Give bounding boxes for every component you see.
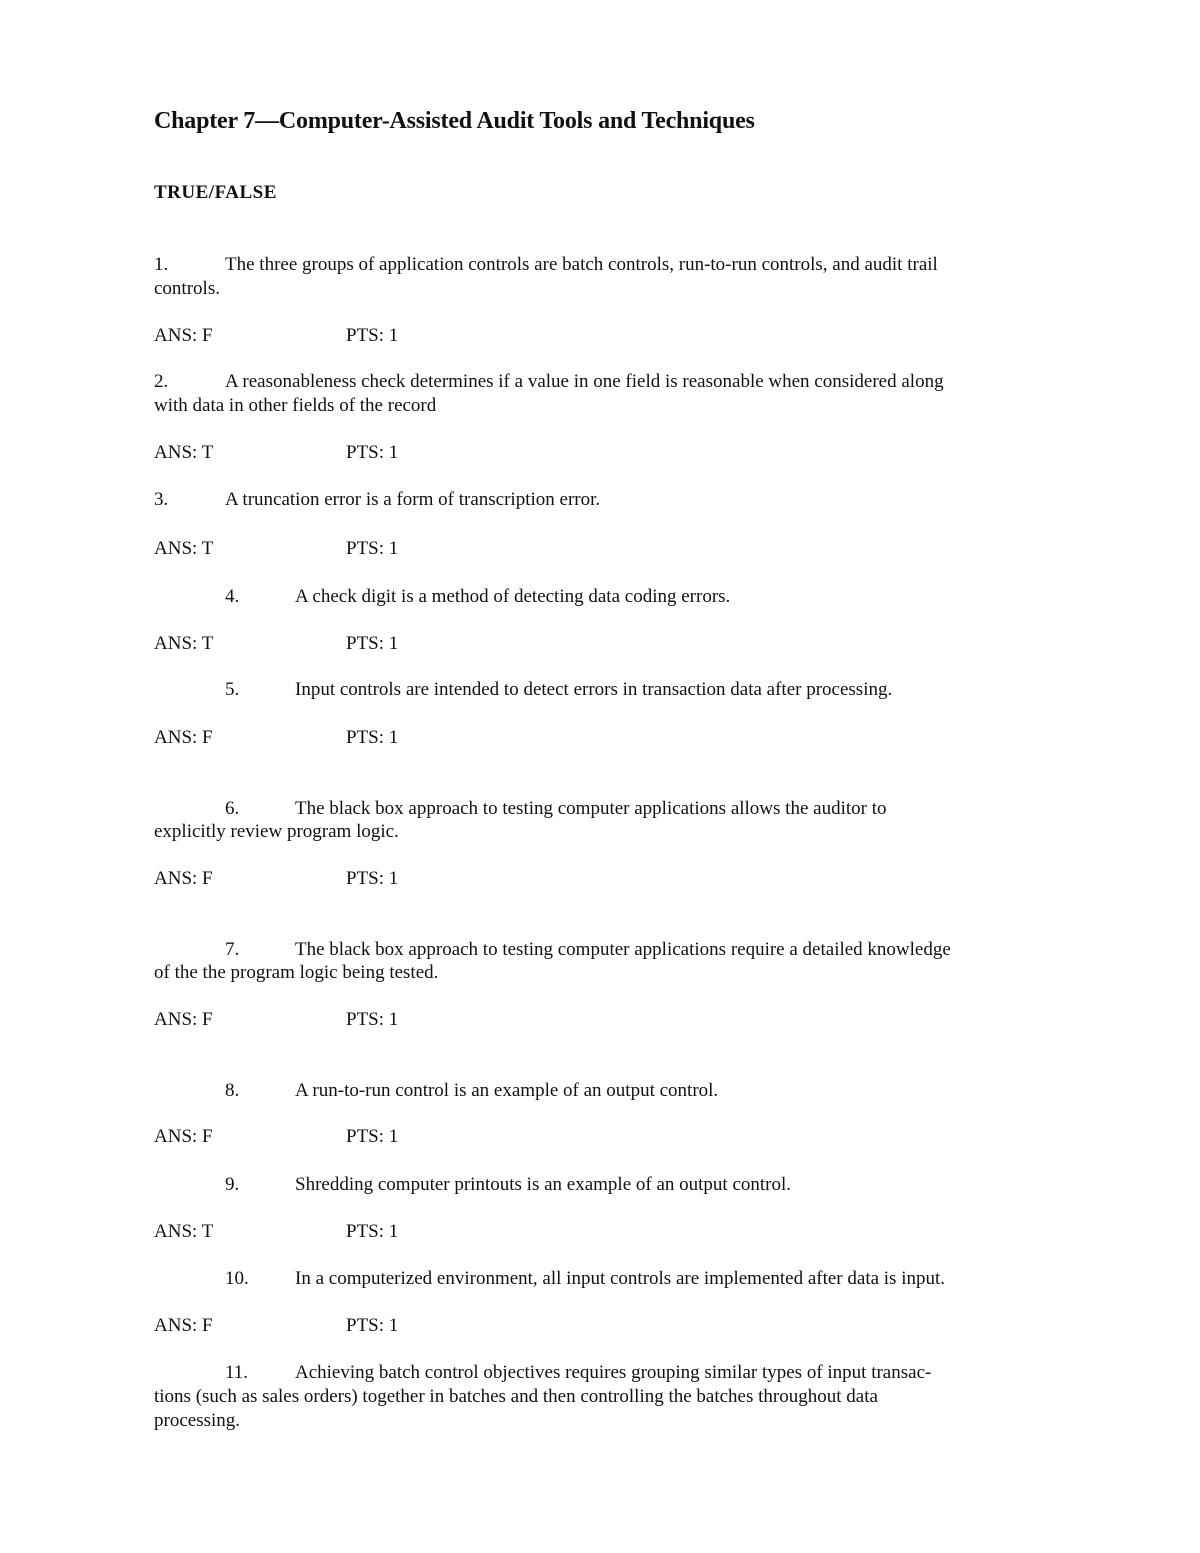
answer: ANS: T [154, 633, 214, 654]
question-text: A truncation error is a form of transcription error. [225, 489, 601, 510]
question-number: 8. [225, 1080, 240, 1101]
points: PTS: 1 [346, 538, 399, 559]
question-number: 3. [154, 489, 169, 510]
question-text: A check digit is a method of detecting data coding errors. [295, 586, 731, 607]
question-text: The black box approach to testing computer applications allows the auditor to [295, 798, 887, 819]
question-text: A run-to-run control is an example of an output control. [295, 1080, 719, 1101]
question-number: 4. [225, 586, 240, 607]
answer: ANS: F [154, 325, 213, 346]
points: PTS: 1 [346, 868, 399, 889]
question-text-continued: tions (such as sales orders) together in batches and then controlling the batches throughout data [154, 1386, 878, 1407]
points: PTS: 1 [346, 633, 399, 654]
question-text-continued: processing. [154, 1410, 241, 1431]
answer: ANS: F [154, 727, 213, 748]
points: PTS: 1 [346, 442, 399, 463]
question-text-continued: of the the program logic being tested. [154, 962, 439, 983]
points: PTS: 1 [346, 1221, 399, 1242]
question-text: A reasonableness check determines if a value in one field is reasonable when considered along [225, 371, 944, 392]
points: PTS: 1 [346, 1126, 399, 1147]
question-text: The three groups of application controls are batch controls, run-to-run controls, and audit trail [225, 254, 938, 275]
question-text-continued: explicitly review program logic. [154, 821, 399, 842]
page-title: Chapter 7—Computer-Assisted Audit Tools and Techniques [154, 108, 755, 134]
question-text: In a computerized environment, all input controls are implemented after data is input. [295, 1268, 946, 1289]
question-number: 7. [225, 939, 240, 960]
section-heading: TRUE/FALSE [154, 182, 277, 203]
question-text: Input controls are intended to detect errors in transaction data after processing. [295, 679, 893, 700]
answer: ANS: F [154, 1009, 213, 1030]
question-number: 5. [225, 679, 240, 700]
points: PTS: 1 [346, 1009, 399, 1030]
question-text-continued: controls. [154, 278, 220, 299]
question-number: 1. [154, 254, 169, 275]
answer: ANS: T [154, 442, 214, 463]
question-number: 11. [225, 1362, 249, 1383]
answer: ANS: T [154, 1221, 214, 1242]
answer: ANS: F [154, 868, 213, 889]
points: PTS: 1 [346, 1315, 399, 1336]
question-number: 2. [154, 371, 169, 392]
answer: ANS: F [154, 1315, 213, 1336]
question-text: Shredding computer printouts is an example of an output control. [295, 1174, 792, 1195]
answer: ANS: T [154, 538, 214, 559]
question-text-continued: with data in other fields of the record [154, 395, 437, 416]
points: PTS: 1 [346, 325, 399, 346]
question-text: The black box approach to testing computer applications require a detailed knowledge [295, 939, 951, 960]
question-number: 9. [225, 1174, 240, 1195]
points: PTS: 1 [346, 727, 399, 748]
question-text: Achieving batch control objectives requires grouping similar types of input transac- [295, 1362, 932, 1383]
question-number: 10. [225, 1268, 249, 1289]
question-number: 6. [225, 798, 240, 819]
answer: ANS: F [154, 1126, 213, 1147]
